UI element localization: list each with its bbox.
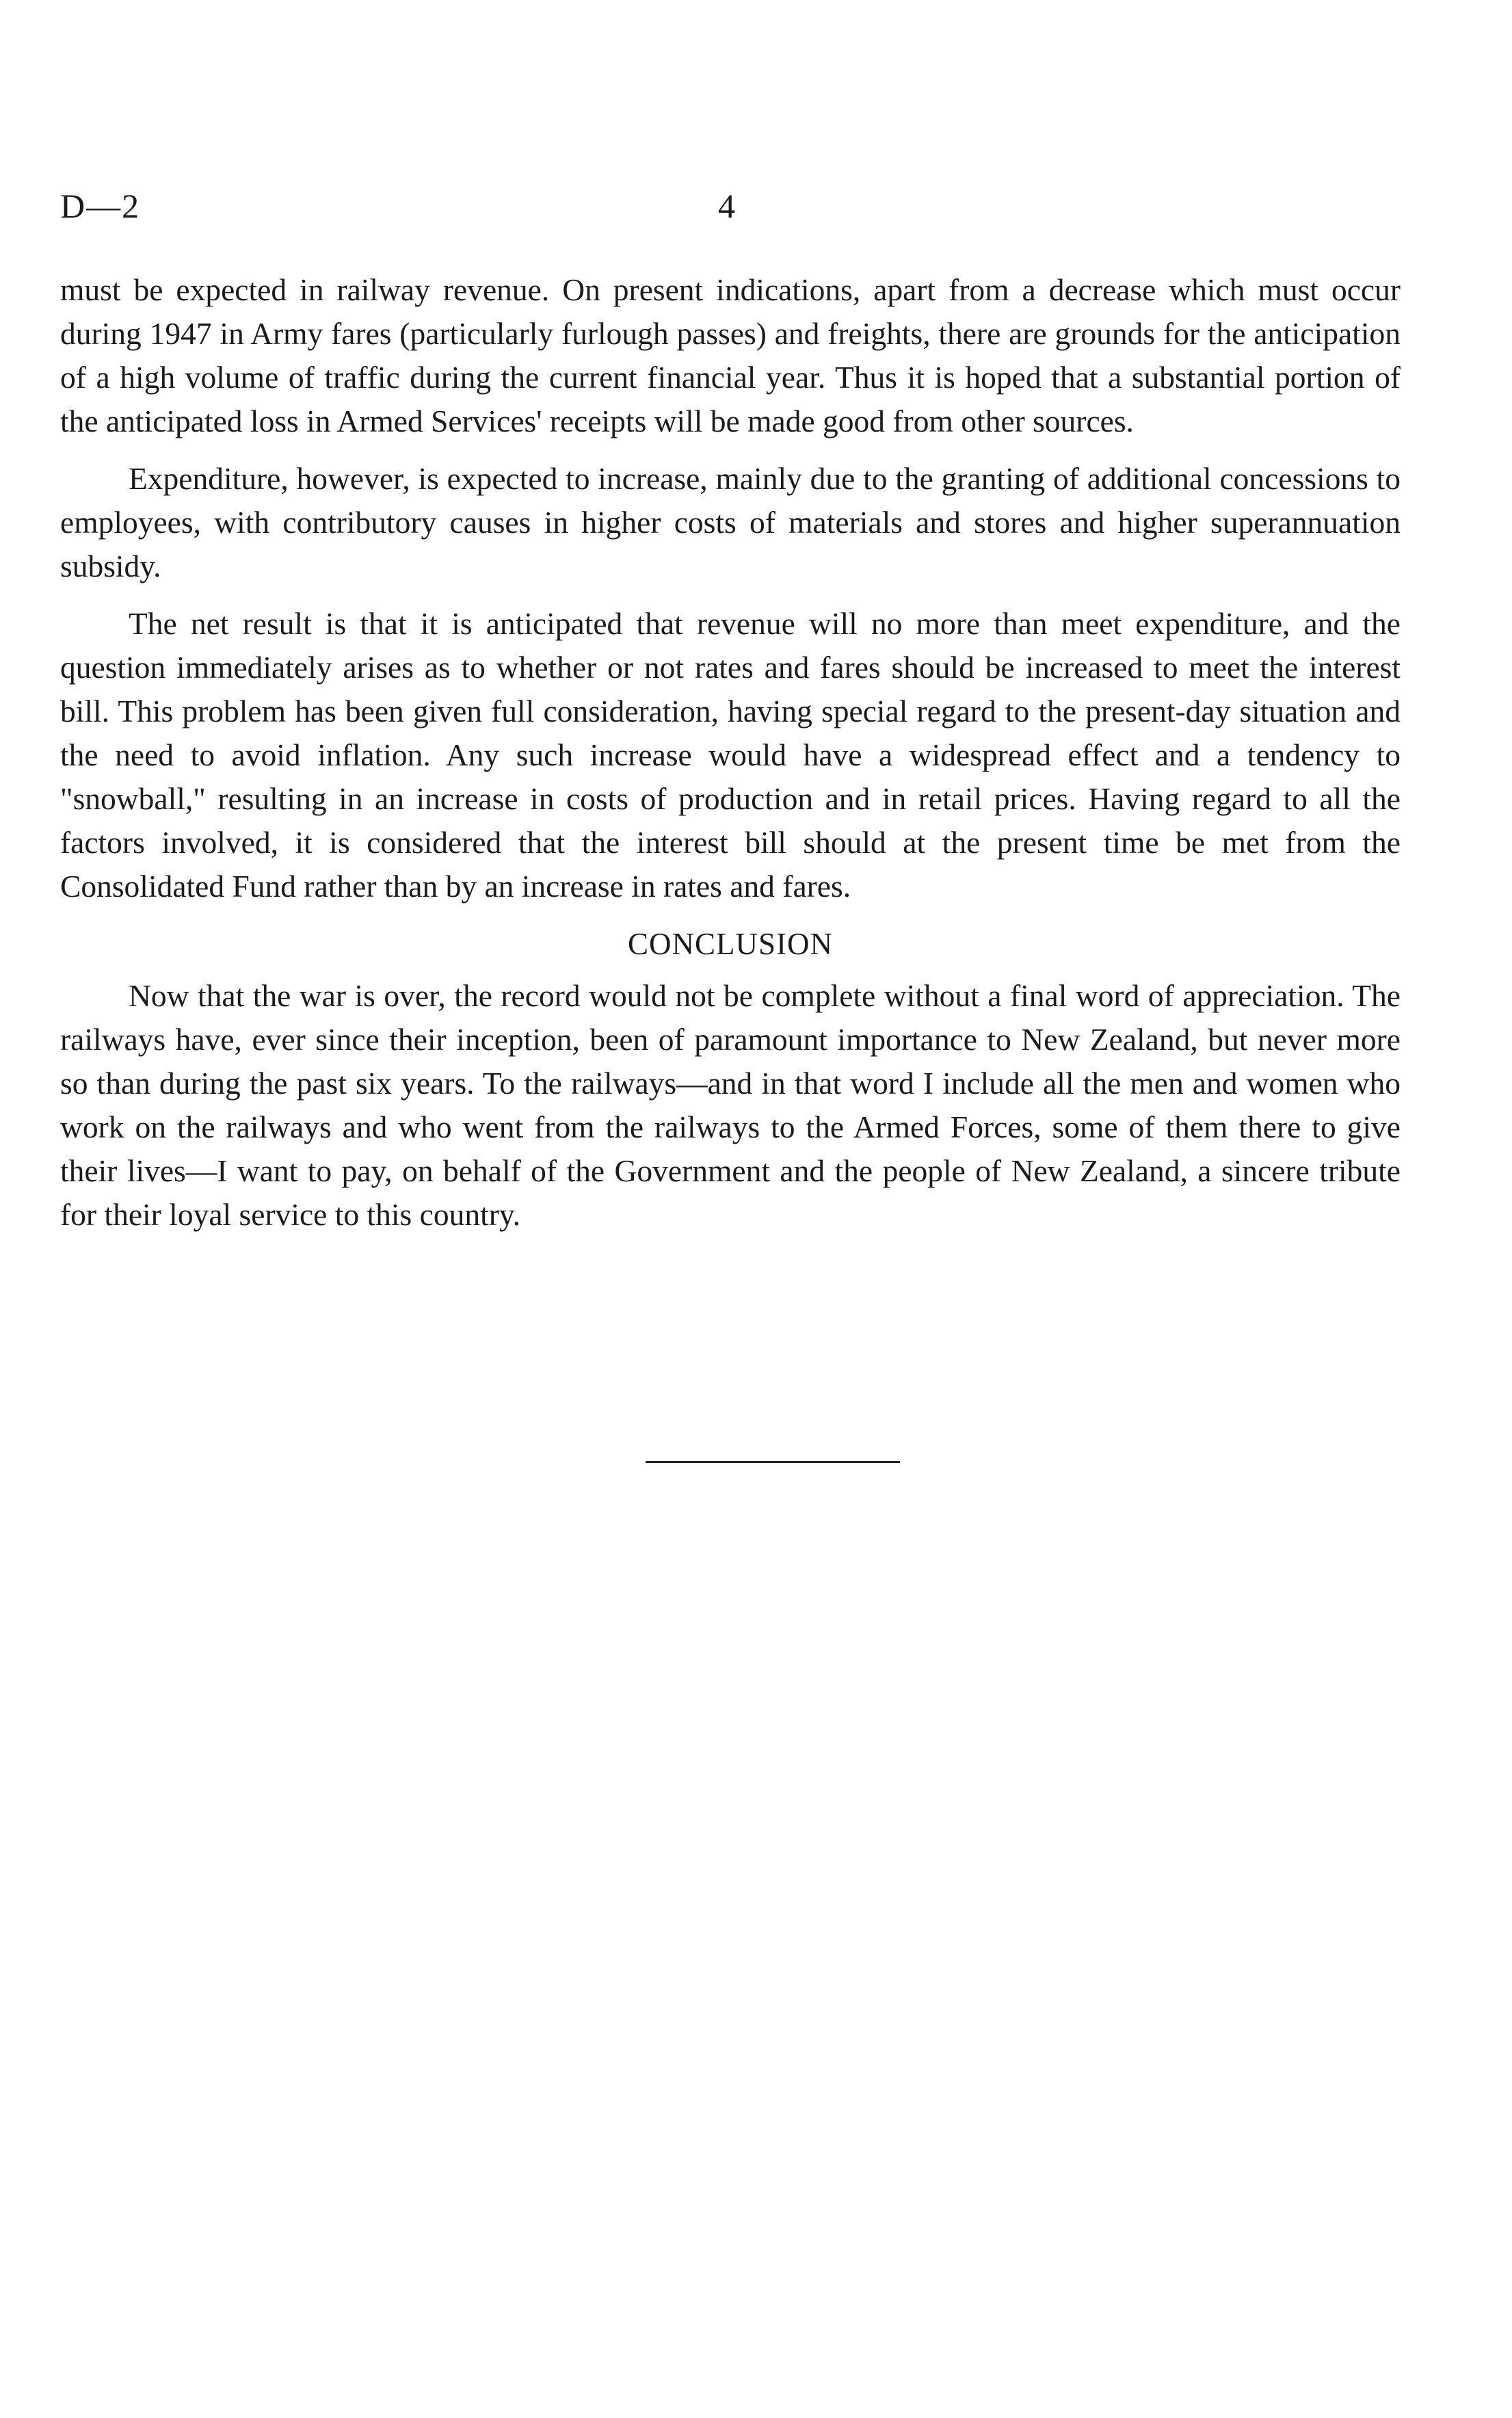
paragraph-revenue: must be expected in railway revenue. On present indications, apart from a decrease which must occur during 1947 in Army fares (particularly furlough passes) and freights, there are grounds for the anticipation of a high volume of traffic during the current financial year. Thus it is hoped that a substantial portion of the anticipated loss in Armed Services' receipts will be made good from other sources. [60, 272, 1401, 438]
paragraph-conclusion: Now that the war is over, the record would not be complete without a final word of appreciation. The railways have, ever since their inception, been of paramount importance to New Zealand, but never more so than during the past six years. To the railways—and in that word I include all the men and women who work on the railways and who went from the railways to the Armed Forces, some of them there to give their lives—I want to pay, on behalf of the Government and the people of New Zealand, a sincere tribute for their loyal service to this country. [60, 978, 1401, 1232]
page-header [60, 186, 1401, 241]
document-code: D—2 [60, 187, 141, 225]
end-rule [646, 1461, 900, 1463]
document-body [60, 268, 1401, 1250]
page-number: 4 [718, 187, 735, 225]
paragraph-expenditure: Expenditure, however, is expected to increase, mainly due to the granting of additional concessions to employees, with contributory causes in higher costs of materials and stores and higher superannuation subsidy. [60, 461, 1401, 583]
paragraph-net-result: The net result is that it is anticipated that revenue will no more than meet expenditure, and the question immediately arises as to whether or not rates and fares should be increased to meet the interest bill. This problem has been given full consideration, having special regard to the present-day situation and the need to avoid inflation. Any such increase would have a widespread effect and a tendency to "snowball," resulting in an increase in costs of production and in retail prices. Having regard to all the factors involved, it is considered that the interest bill should at the present time be met from the Consolidated Fund rather than by an increase in rates and fares. [60, 606, 1401, 904]
conclusion-heading: CONCLUSION [627, 927, 834, 961]
